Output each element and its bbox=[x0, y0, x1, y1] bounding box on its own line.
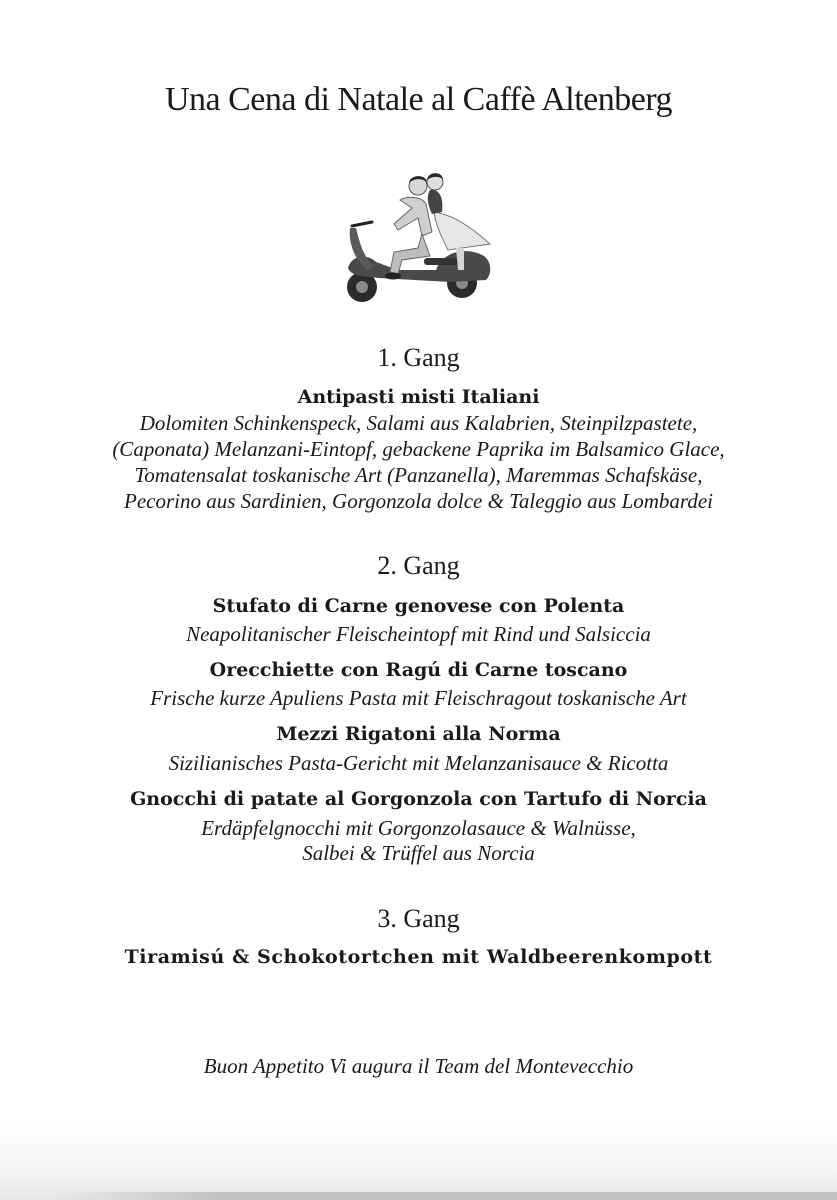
dish-name: Tiramisú & Schokotortchen mit Waldbeerenkompott bbox=[124, 946, 713, 968]
course-3-heading: 3. Gang bbox=[377, 904, 460, 933]
dish-description-line: Neapolitanischer Fleischeintopf mit Rind und Salsiccia bbox=[186, 622, 651, 646]
vintage-scooter-couple-illustration bbox=[338, 166, 498, 310]
dish-description-line: Pecorino aus Sardinien, Gorgonzola dolce & Taleggio aus Lombardei bbox=[124, 489, 713, 513]
dish-description-line: Tomatensalat toskanische Art (Panzanella), Maremmas Schafskäse, bbox=[134, 463, 703, 487]
dish-name: Stufato di Carne genovese con Polenta bbox=[212, 595, 625, 617]
dish-description-line: Salbei & Trüffel aus Norcia bbox=[302, 841, 535, 865]
dish-name: Orecchiette con Ragú di Carne toscano bbox=[209, 659, 628, 681]
page-edge-shadow bbox=[60, 1192, 837, 1200]
dish-name: Mezzi Rigatoni alla Norma bbox=[276, 723, 561, 745]
dish-name: Antipasti misti Italiani bbox=[297, 386, 540, 408]
menu-title: Una Cena di Natale al Caffè Altenberg bbox=[164, 81, 673, 118]
dish-description-line: Sizilianisches Pasta-Gericht mit Melanzanisauce & Ricotta bbox=[168, 751, 669, 775]
dish-description-line: Dolomiten Schinkenspeck, Salami aus Kalabrien, Steinpilzpastete, bbox=[139, 411, 698, 435]
closing-greeting: Buon Appetito Vi augura il Team del Montevecchio bbox=[203, 1054, 634, 1078]
dish-name: Gnocchi di patate al Gorgonzola con Tartufo di Norcia bbox=[130, 788, 707, 810]
course-2-heading: 2. Gang bbox=[377, 551, 460, 580]
course-1-heading: 1. Gang bbox=[377, 343, 460, 372]
dish-description-line: Frische kurze Apuliens Pasta mit Fleischragout toskanische Art bbox=[150, 686, 687, 710]
dish-description-line: (Caponata) Melanzani-Eintopf, gebackene Paprika im Balsamico Glace, bbox=[112, 437, 725, 461]
dish-description-line: Erdäpfelgnocchi mit Gorgonzolasauce & Walnüsse, bbox=[201, 816, 636, 840]
